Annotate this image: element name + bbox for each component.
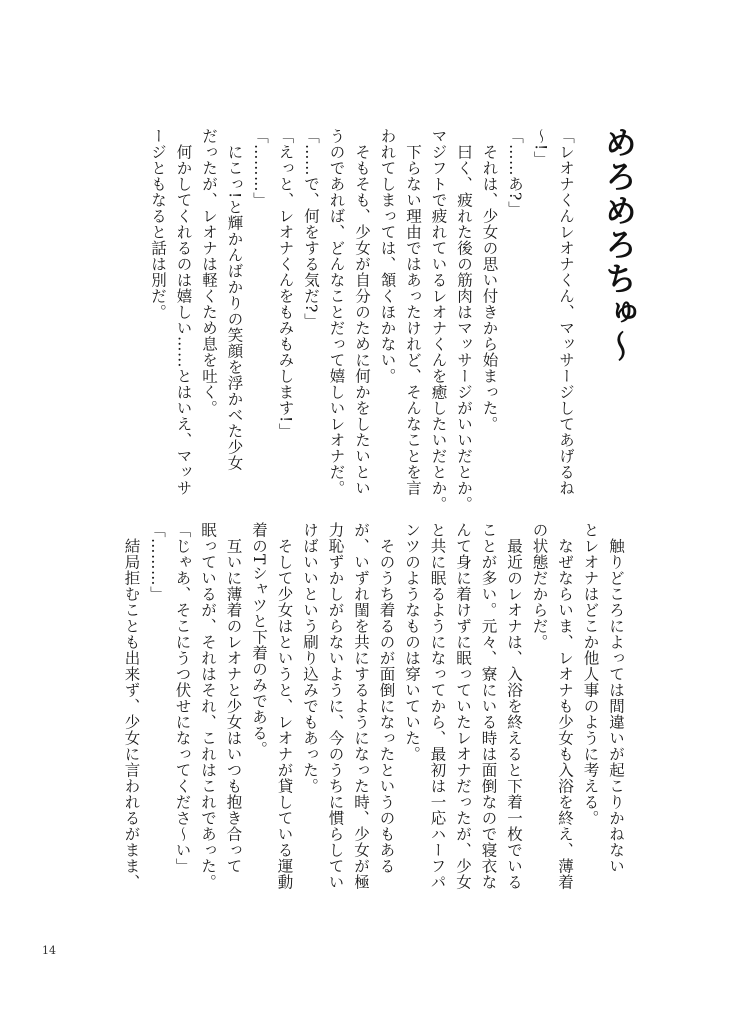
text-block-upper: 「レオナくんレオナくん、マッサージしてあげるね 〜!」 「……あ?」 それは、少女の思い付きから始まった。 曰く、疲れた後の筋肉はマッサージがいいだとか。 マジフトで疲れているレオナくんを癒したいだとか。 下らない理由ではあったけれど、そんなことを言 われてしまっては、頷くほかない。 そもそも、少女が自分のために何かをしたいとい うのであれば、どんなことだって嬉しいレオナだ。 「……で、何をする気だ?」 「えっと、レオナくんをもみもみします!」 「………」 にこっ!と輝かんばかりの笑顔を浮かべた少女 だったが、レオナは軽くため息を吐く。 何かしてくれるのは嬉しい……とはいえ、マッサ ージともなると話は別だ。: [149, 128, 575, 512]
page-number: 14: [42, 944, 56, 957]
text-block-lower: 触りどころによっては間違いが起こりかねない とレオナはどこか他人事のように考える。 なぜならいま、レオナも少女も入浴を終え、薄着 の状態だからだ。 最近のレオナは、入浴を終えると下着一枚でいる ことが多い。元々、寮にいる時は面倒なので寝衣な んて身に着けずに眠っていたレオナだったが、少女 と共に眠るようになってから、最初は一応ハーフパ ンツのようなものは穿いていた。 そのうち着るのが面倒になったというのもある が、いずれ閨を共にするようになった時、少女が極 力恥ずかしがらないように、今のうちに慣らしてい けばいいという刷り込みでもあった。 そして少女はというと、レオナが貸している運動 着のTシャツと下着のみである。 互いに薄着のレオナと少女はいつも抱き合って 眠っているが、それはそれ、これはこれであった。 「じゃあ、そこにうつ伏せになってくださ〜い」 「………」 結局拒むことも出来ず、少女に言われるがまま、: [122, 522, 625, 890]
chapter-title: めろめろちゅ〜: [600, 126, 638, 364]
